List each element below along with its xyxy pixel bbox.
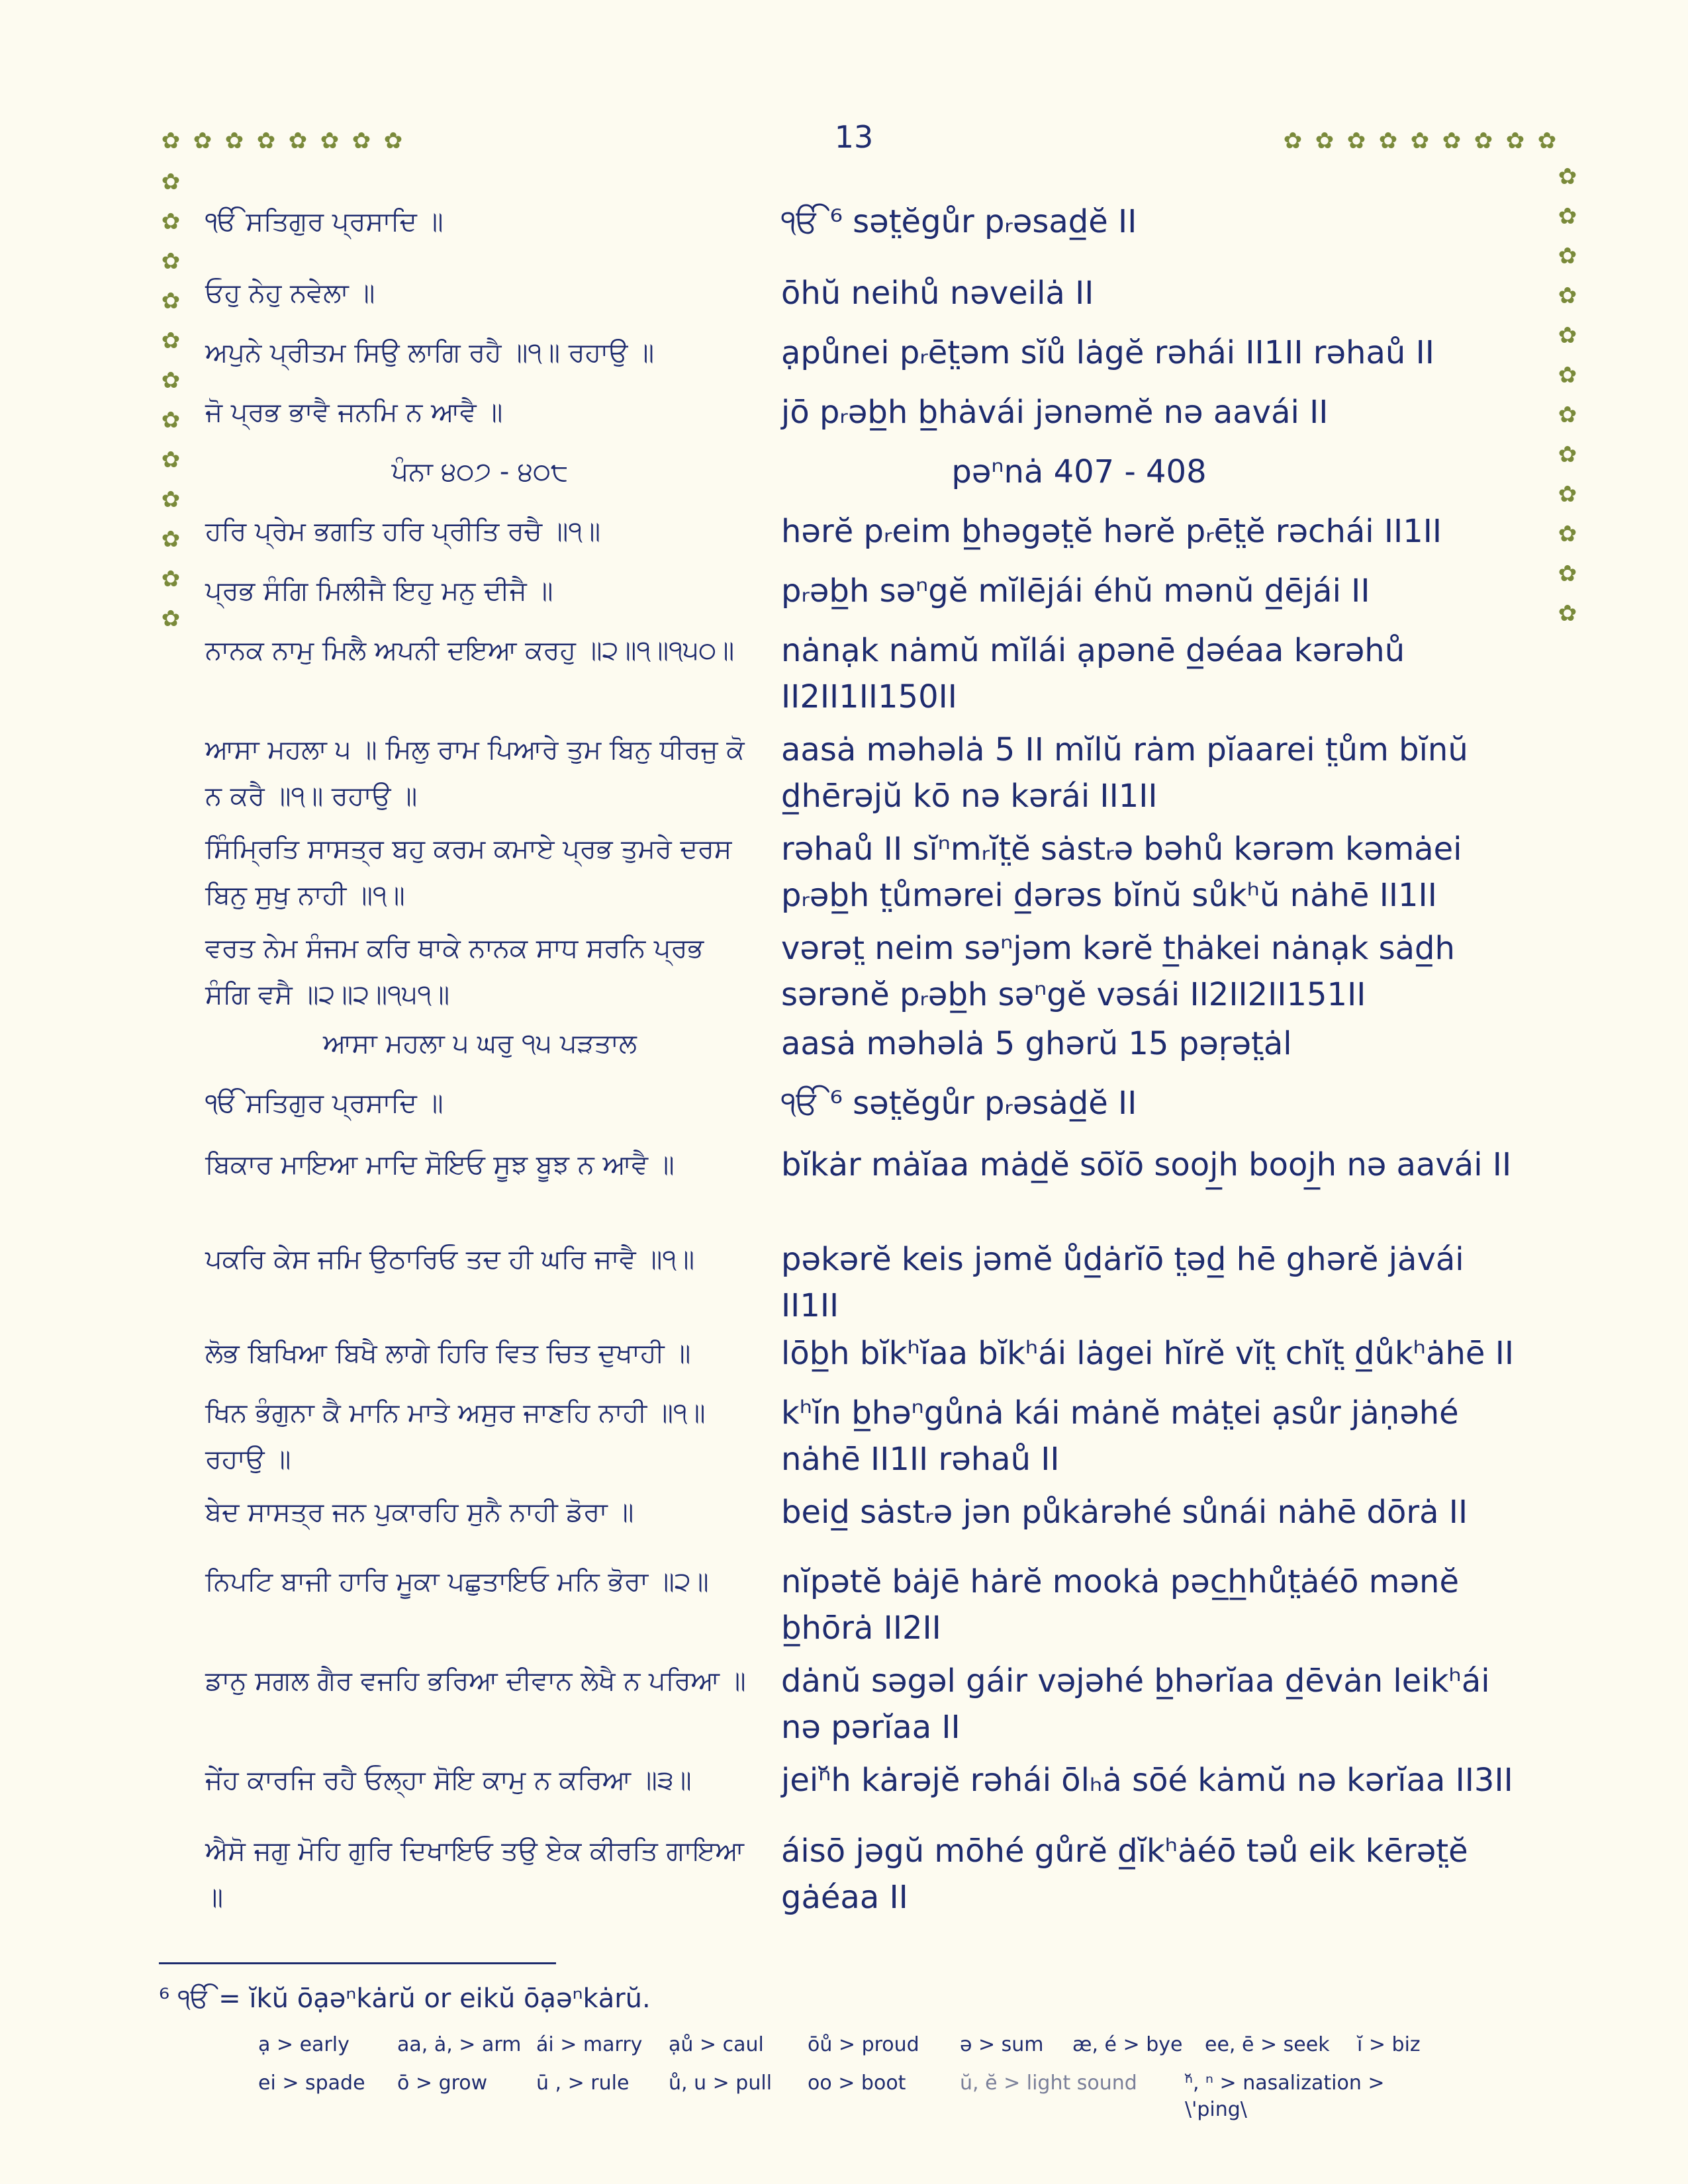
flower-icon: ✿: [193, 128, 212, 154]
transliteration-text: jeiⁿ̆h kȧrəjĕ rəhái ōlₕȧ sōé kȧmŭ nə kərĭaa II3II: [781, 1762, 1513, 1799]
flower-icon: ✿: [161, 367, 181, 394]
legend-item: ạ > early: [258, 2033, 350, 2056]
gurmukhi-text: ਨਾਨਕ ਨਾਮੁ ਮਿਲੈ ਅਪਨੀ ਦਇਆ ਕਰਹੁ ॥੨॥੧॥੧੫੦॥: [205, 635, 735, 666]
top-right-ornaments: [1281, 130, 1559, 154]
left-ornaments: [159, 171, 183, 631]
legend-item: ĭ > biz: [1357, 2033, 1421, 2056]
transliteration-text: áisō jəgŭ mōhé gůrĕ d̲ĭkʰȧéō təů eik kērət̤ĕ gȧéaa II: [781, 1833, 1468, 1916]
flower-icon: ✿: [1558, 521, 1577, 547]
legend-item: ei > spade: [258, 2071, 365, 2095]
flower-icon: ✿: [1558, 163, 1577, 190]
legend-item: ái > marry: [536, 2033, 643, 2056]
flower-icon: ✿: [161, 288, 181, 314]
pronunciation-legend-row: [258, 2070, 1450, 2123]
flower-icon: ✿: [1558, 402, 1577, 428]
flower-icon: ✿: [1558, 283, 1577, 309]
legend-item: oo > boot: [808, 2071, 906, 2095]
flower-icon: ✿: [1442, 128, 1462, 154]
flower-icon: ✿: [1410, 128, 1430, 154]
legend-item: ōů > proud: [808, 2033, 919, 2056]
flower-icon: ✿: [1558, 441, 1577, 468]
flower-icon: ✿: [161, 407, 181, 433]
flower-icon: ✿: [161, 526, 181, 553]
gurmukhi-text: ਜੋ ਪ੍ਰਭ ਭਾਵੈ ਜਨਮਿ ਨ ਆਵੈ ॥: [205, 397, 503, 428]
flower-icon: ✿: [1558, 362, 1577, 388]
flower-icon: ✿: [1558, 600, 1577, 627]
footnote: ⁶ ੴ = ĭkŭ ōạəⁿkȧrŭ or eikŭ ōạəⁿkȧrŭ.: [159, 1983, 651, 2014]
transliteration-text: ੴ ⁶ sət̤ĕgůr pᵣəsȧd̲ĕ II: [781, 1085, 1137, 1122]
flower-icon: ✿: [1315, 128, 1335, 154]
flower-icon: ✿: [1346, 128, 1366, 154]
flower-icon: ✿: [1558, 322, 1577, 349]
gurmukhi-text: ੴ ਸਤਿਗੁਰ ਪ੍ਰਸਾਦਿ ॥: [205, 1088, 444, 1118]
flower-icon: ✿: [288, 128, 308, 154]
flower-icon: ✿: [161, 208, 181, 235]
transliteration-text: aasȧ məhəlȧ 5 II mĭlŭ rȧm pĭaarei t̤ům bĭnŭ d̲hērəjŭ kō nə kərái II1II: [781, 731, 1468, 815]
gurmukhi-text: ਵਰਤ ਨੇਮ ਸੰਜਮ ਕਰਿ ਥਾਕੇ ਨਾਨਕ ਸਾਧ ਸਰਨਿ ਪ੍ਰਭ ਸੰਗਿ ਵਸੈ ॥੨॥੨॥੧੫੧॥: [205, 933, 704, 1010]
flower-icon: ✿: [161, 248, 181, 275]
flower-icon: ✿: [1283, 128, 1303, 154]
transliteration-text: ōhŭ neihů nəveilȧ II: [781, 275, 1094, 312]
flower-icon: ✿: [1558, 561, 1577, 587]
flower-icon: ✿: [1378, 128, 1398, 154]
transliteration-text: kʰĭn b̲həⁿgůnȧ kái mȧnĕ mȧt̤ei ạsůr jȧṇəhé nȧhē II1II rəhaů II: [781, 1394, 1459, 1478]
flower-icon: ✿: [320, 128, 340, 154]
legend-item: ū , > rule: [536, 2071, 630, 2095]
gurmukhi-text: ਬਿਕਾਰ ਮਾਇਆ ਮਾਦਿ ਸੋਇਓ ਸੂਝ ਬੂਝ ਨ ਆਵੈ ॥: [205, 1150, 675, 1180]
flower-icon: ✿: [161, 447, 181, 473]
transliteration-text: bĭkȧr mȧĭaa mȧd̲ĕ sōĭō sooj̲h booj̲h nə aavái II: [781, 1146, 1512, 1183]
transliteration-text: lōb̲h bĭkʰĭaa bĭkʰái lȧgei hĭrĕ vĭt̤ chĭt̤ d̲ůkʰȧhē II: [781, 1335, 1514, 1372]
transliteration-text: pəkərĕ keis jəmĕ ůd̲ȧrĭō t̤əd̲ hē ghərĕ jȧvái II1II: [781, 1241, 1464, 1324]
transliteration-text: rəhaů II sĭⁿmᵣĭt̤ĕ sȧstᵣə bəhů kərəm kəmȧei pᵣəb̲h t̤ůmərei d̲ərəs bĭnŭ sůkʰŭ nȧhē II1II: [781, 831, 1462, 914]
gurmukhi-text: ਖਿਨ ਭੰਗੁਨਾ ਕੈ ਮਾਨਿ ਮਾਤੇ ਅਸੁਰ ਜਾਣਹਿ ਨਾਹੀ ॥੧॥ ਰਹਾਉ ॥: [205, 1398, 706, 1475]
flower-icon: ✿: [352, 128, 371, 154]
footnote-rule: [159, 1962, 556, 1964]
gurmukhi-text: ਪਕਰਿ ਕੇਸ ਜਮਿ ਉਠਾਰਿਓ ਤਦ ਹੀ ਘਰਿ ਜਾਵੈ ॥੧॥: [205, 1244, 695, 1275]
legend-item: ⁿ̆, ⁿ > nasalization > \'ping\: [1185, 2071, 1385, 2121]
gurmukhi-text: ਆਸਾ ਮਹਲਾ ੫ ॥ ਮਿਲੁ ਰਾਮ ਪਿਆਰੇ ਤੁਮ ਬਿਨੁ ਧੀਰਜੁ ਕੋ ਨ ਕਰੈ ॥੧॥ ਰਹਾਉ ॥: [205, 735, 745, 811]
gurmukhi-text: ਅਪੁਨੇ ਪ੍ਰੀਤਮ ਸਿਉ ਲਾਗਿ ਰਹੈ ॥੧॥ ਰਹਾਉ ॥: [205, 338, 655, 368]
legend-item: ə > sum: [960, 2033, 1044, 2056]
transliteration-text: jō pᵣəb̲h b̲hȧvái jənəmĕ nə aavái II: [781, 394, 1329, 431]
flower-icon: ✿: [161, 328, 181, 354]
transliteration-text: nĭpətĕ bȧjē hȧrĕ mookȧ pəc̲h̲hůt̤ȧéō mənĕ b̲hōrȧ II2II: [781, 1563, 1459, 1647]
transliteration-text: beid̲ sȧstᵣə jən půkȧrəhé sůnái nȧhē dōrȧ II: [781, 1494, 1468, 1531]
transliteration-text: hərĕ pᵣeim b̲həgət̤ĕ hərĕ pᵣēt̤ĕ rəchái II1II: [781, 513, 1442, 550]
gurmukhi-text: ਓਹੁ ਨੇਹੁ ਨਵੇਲਾ ॥: [205, 278, 375, 308]
gurmukhi-text: ਬੇਦ ਸਾਸਤ੍ਰ ਜਨ ਪੁਕਾਰਹਿ ਸੁਨੈ ਨਾਹੀ ਡੋਰਾ ॥: [205, 1497, 634, 1527]
legend-item: ō > grow: [397, 2071, 488, 2095]
flower-icon: ✿: [161, 128, 181, 154]
legend-item: ee, ē > seek: [1205, 2033, 1330, 2056]
transliteration-text: nȧnạk nȧmŭ mĭlái ạpənē d̲əéaa kərəhů II2II1II150II: [781, 632, 1405, 715]
flower-icon: ✿: [383, 128, 403, 154]
pronunciation-legend-row: [258, 2032, 1436, 2058]
page-number: 13: [834, 119, 874, 155]
flower-icon: ✿: [1558, 481, 1577, 508]
transliteration-text: dȧnŭ səgəl gáir vəjəhé b̲hərĭaa d̲ēvȧn leikʰái nə pərĭaa II: [781, 1662, 1490, 1746]
gurmukhi-text: ੴ ਸਤਿਗੁਰ ਪ੍ਰਸਾਦਿ ॥: [205, 206, 444, 237]
flower-icon: ✿: [1558, 203, 1577, 230]
legend-item: æ, é > bye: [1072, 2033, 1183, 2056]
flower-icon: ✿: [256, 128, 276, 154]
transliteration-text: pᵣəb̲h səⁿgĕ mĭlējái éhŭ mənŭ d̲ējái II: [781, 572, 1370, 610]
gurmukhi-text: ਜੇਂਹ ਕਾਰਜਿ ਰਹੈ ਓਲ੍ਹਾ ਸੋਇ ਕਾਮੁ ਨ ਕਰਿਆ ॥੩॥: [205, 1765, 692, 1796]
transliteration-text: ạpůnei pᵣēt̤əm sĭů lȧgĕ rəhái II1II rəhaů II: [781, 334, 1434, 371]
gurmukhi-text: ਪ੍ਰਭ ਸੰਗਿ ਮਿਲੀਜੈ ਇਹੁ ਮਨੁ ਦੀਜੈ ॥: [205, 576, 553, 606]
transliteration-text: vərət̤ neim səⁿjəm kərĕ t̲hȧkei nȧnạk sȧd̲h sərənĕ pᵣəb̲h səⁿgĕ vəsái II2II2II151II: [781, 930, 1455, 1013]
flower-icon: ✿: [161, 566, 181, 592]
gurmukhi-text: ਸਿੰਮ੍ਰਿਤਿ ਸਾਸਤ੍ਰ ਬਹੁ ਕਰਮ ਕਮਾਏ ਪ੍ਰਭ ਤੁਮਰੇ ਦਰਸ ਬਿਨੁ ਸੁਖੁ ਨਾਹੀ ॥੧॥: [205, 834, 732, 911]
gurmukhi-text: ਹਰਿ ਪ੍ਰੇਮ ਭਗਤਿ ਹਰਿ ਪ੍ਰੀਤਿ ਰਚੈ ॥੧॥: [205, 516, 601, 547]
gurmukhi-text: ਲੋਭ ਬਿਖਿਆ ਬਿਖੈ ਲਾਗੇ ਹਿਰਿ ਵਿਤ ਚਿਤ ਦੁਖਾਹੀ ॥: [205, 1338, 691, 1369]
transliteration-text: ੴ ⁶ sət̤ĕgůr pᵣəsad̲ĕ II: [781, 203, 1137, 240]
gurmukhi-page-ref: ਪੰਨਾ ੪੦੭ - ੪੦੮: [391, 457, 569, 487]
legend-item: ạů > caul: [669, 2033, 764, 2056]
flower-icon: ✿: [161, 606, 181, 632]
top-left-ornaments: [159, 130, 405, 154]
flower-icon: ✿: [161, 486, 181, 513]
legend-item: ŭ, ĕ > light sound: [960, 2071, 1137, 2095]
flower-icon: ✿: [161, 169, 181, 195]
transliteration-heading: aasȧ məhəlȧ 5 ghərŭ 15 pəṛət̤ȧl: [781, 1025, 1292, 1062]
legend-item: ů, u > pull: [669, 2071, 773, 2095]
gurmukhi-text: ਡਾਨੁ ਸਗਲ ਗੈਰ ਵਜਹਿ ਭਰਿਆ ਦੀਵਾਨ ਲੇਖੈ ਨ ਪਰਿਆ ॥: [205, 1666, 746, 1696]
legend-item: aa, ȧ, > arm: [397, 2033, 522, 2056]
gurmukhi-text: ਨਿਪਟਿ ਬਾਜੀ ਹਾਰਿ ਮੂਕਾ ਪਛੁਤਾਇਓ ਮਨਿ ਭੋਰਾ ॥੨॥: [205, 1567, 709, 1597]
flower-icon: ✿: [1558, 243, 1577, 269]
flower-icon: ✿: [224, 128, 244, 154]
gurmukhi-heading: ਆਸਾ ਮਹਲਾ ੫ ਘਰੁ ੧੫ ਪੜਤਾਲ: [323, 1028, 637, 1059]
transliteration-page-ref: pəⁿnȧ 407 - 408: [951, 453, 1207, 490]
flower-icon: ✿: [1537, 128, 1557, 154]
flower-icon: ✿: [1505, 128, 1525, 154]
flower-icon: ✿: [1474, 128, 1493, 154]
gurmukhi-text: ਐਸੋ ਜਗੁ ਮੋਹਿ ਗੁਰਿ ਦਿਖਾਇਓ ਤਉ ਏਕ ਕੀਰਤਿ ਗਾਇਆ ॥: [205, 1836, 744, 1913]
right-ornaments: [1556, 165, 1579, 626]
